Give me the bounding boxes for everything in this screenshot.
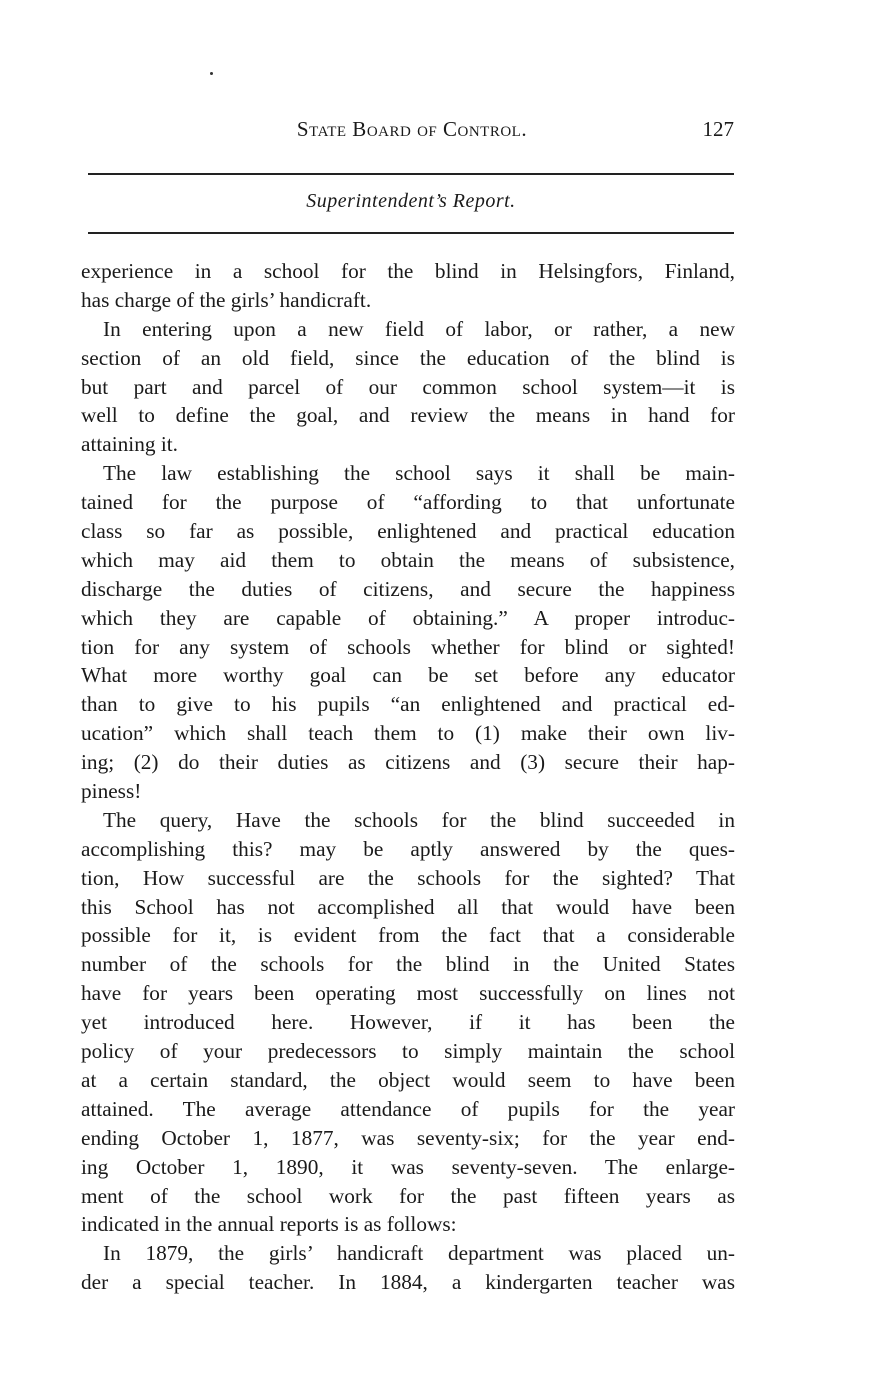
text-line: ing October 1, 1890, it was seventy-seven. The enlarge- — [81, 1154, 735, 1179]
text-line: possible for it, is evident from the fact that a considerable — [81, 923, 735, 948]
text-line: ment of the school work for the past fifteen years as — [81, 1183, 735, 1208]
running-title: State Board of Control. — [296, 117, 528, 141]
header-rule-bottom — [88, 232, 734, 234]
text-line: number of the schools for the blind in the United States — [81, 952, 735, 977]
text-line: experience in a school for the blind in Helsingfors, Finland, — [81, 259, 735, 283]
text-line: have for years been operating most successfully on lines not — [81, 981, 735, 1006]
text-line: discharge the duties of citizens, and secure the happiness — [81, 576, 735, 601]
text-line: well to define the goal, and review the means in hand for — [81, 403, 735, 428]
section-subhead: Superintendent’s Report. — [306, 190, 516, 212]
text-line: attained. The average attendance of pupils for the year — [81, 1096, 735, 1121]
text-line: tion for any system of schools whether for blind or sighted! — [81, 634, 735, 659]
text-line: at a certain standard, the object would seem to have been — [81, 1067, 735, 1092]
text-line: tained for the purpose of “affording to that unfortunate — [81, 490, 735, 515]
text-line: attaining it. — [81, 432, 179, 457]
text-line: indicated in the annual reports is as follows: — [81, 1212, 457, 1237]
text-line: yet introduced here. However, if it has been the — [81, 1010, 735, 1035]
text-line: section of an old field, since the education of the blind is — [81, 345, 735, 370]
text-line: ing; (2) do their duties as citizens and (3) secure their hap- — [81, 750, 735, 775]
body-text — [81, 257, 735, 1297]
text-line: policy of your predecessors to simply maintain the school — [81, 1039, 735, 1064]
text-line: ucation” which shall teach them to (1) make their own liv- — [81, 721, 735, 746]
text-line: The query, Have the schools for the blind succeeded in — [103, 807, 735, 832]
text-line: tion, How successful are the schools for the sighted? That — [81, 865, 735, 890]
text-line: ending October 1, 1877, was seventy-six; for the year end- — [81, 1125, 735, 1150]
text-line: piness! — [81, 779, 142, 804]
text-line: this School has not accomplished all that would have been — [81, 894, 735, 919]
text-line: which may aid them to obtain the means of subsistence, — [81, 547, 735, 572]
text-line: accomplishing this? may be aptly answered by the ques- — [81, 836, 735, 861]
text-line: which they are capable of obtaining.” A proper introduc- — [81, 605, 735, 630]
text-line: In 1879, the girls’ handicraft department was placed un- — [103, 1241, 735, 1266]
ink-speck — [210, 72, 213, 75]
text-line: The law establishing the school says it shall be main- — [103, 461, 735, 486]
header-rule-top — [88, 173, 734, 175]
text-line: has charge of the girls’ handicraft. — [81, 287, 372, 312]
page-number: 127 — [702, 117, 734, 141]
text-line: but part and parcel of our common school system—it is — [81, 374, 735, 399]
text-line: der a special teacher. In 1884, a kindergarten teacher was — [81, 1270, 735, 1295]
text-line: In entering upon a new field of labor, or rather, a new — [103, 316, 735, 341]
text-line: than to give to his pupils “an enlightened and practical ed- — [81, 692, 735, 717]
running-head — [88, 114, 736, 144]
text-line: What more worthy goal can be set before any educator — [81, 663, 735, 688]
text-line: class so far as possible, enlightened and practical education — [81, 519, 735, 544]
